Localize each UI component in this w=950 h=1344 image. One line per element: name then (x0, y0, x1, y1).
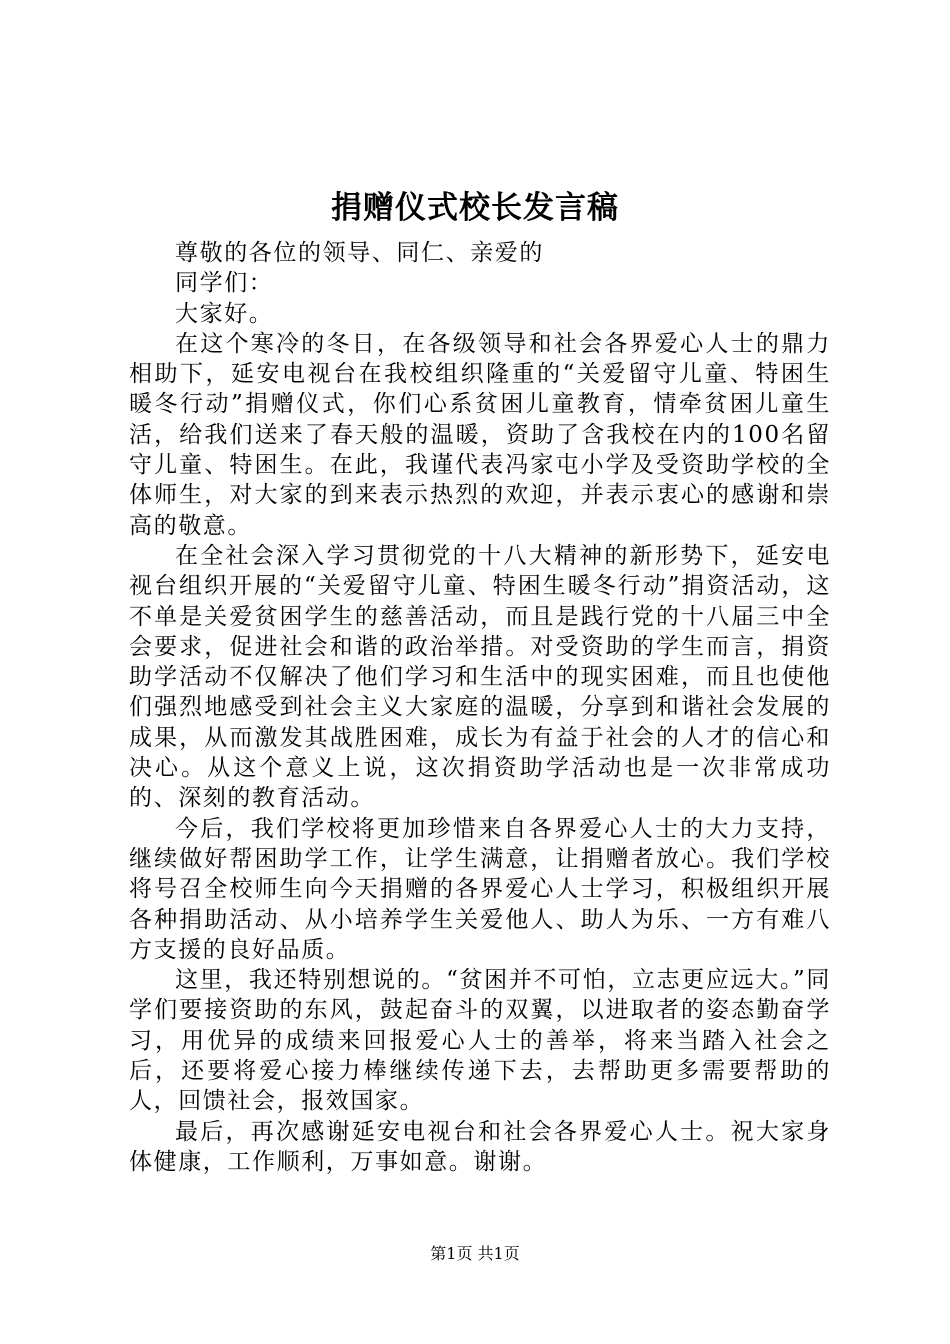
document-body (129, 238, 831, 1177)
paragraph-4: 这里，我还特别想说的。“贫困并不可怕，立志更应远大。”同学们要接资助的东风，鼓起奋斗的双翼，以进取者的姿态勤奋学习，用优异的成绩来回报爱心人士的善举，将来当踏入社会之后，还要将爱心接力棒继续传递下去，去帮助更多需要帮助的人，回馈社会，报效国家。 (129, 967, 831, 1115)
paragraph-5: 最后，再次感谢延安电视台和社会各界爱心人士。祝大家身体健康，工作顺利，万事如意。谢谢。 (129, 1118, 831, 1175)
salutation-line-1: 尊敬的各位的领导、同仁、亲爱的 (175, 240, 544, 266)
page-footer: 第1页 共1页 (430, 1244, 520, 1263)
salutation-line-2: 同学们： (175, 270, 274, 297)
paragraph-3: 今后，我们学校将更加珍惜来自各界爱心人士的大力支持，继续做好帮困助学工作，让学生满意，让捐赠者放心。我们学校将号召全校师生向今天捐赠的各界爱心人士学习，积极组织开展各种捐助活动、从小培养学生关爱他人、助人为乐、一方有难八方支援的良好品质。 (129, 815, 831, 963)
document-title: 捐赠仪式校长发言稿 (331, 190, 619, 226)
greeting: 大家好。 (175, 300, 274, 327)
paragraph-2: 在全社会深入学习贯彻党的十八大精神的新形势下，延安电视台组织开展的“关爱留守儿童、特困生暖冬行动”捐资活动，这不单是关爱贫困学生的慈善活动，而且是践行党的十八届三中全会要求，促进社会和谐的政治举措。对受资助的学生而言，捐资助学活动不仅解决了他们学习和生活中的现实困难，而且也使他们强烈地感受到社会主义大家庭的温暖，分享到和谐社会发展的成果，从而激发其战胜困难，成长为有益于社会的人才的信心和决心。从这个意义上说，这次捐资助学活动也是一次非常成功的、深刻的教育活动。 (129, 542, 831, 812)
paragraph-1: 在这个寒冷的冬日，在各级领导和社会各界爱心人士的鼎力相助下，延安电视台在我校组织隆重的“关爱留守儿童、特困生暖冬行动”捐赠仪式，你们心系贫困儿童教育，情牵贫困儿童生活，给我们送来了春天般的温暖，资助了含我校在内的100名留守儿童、特困生。在此，我谨代表冯家屯小学及受资助学校的全体师生，对大家的到来表示热烈的欢迎，并表示衷心的感谢和崇高的敬意。 (129, 330, 831, 539)
